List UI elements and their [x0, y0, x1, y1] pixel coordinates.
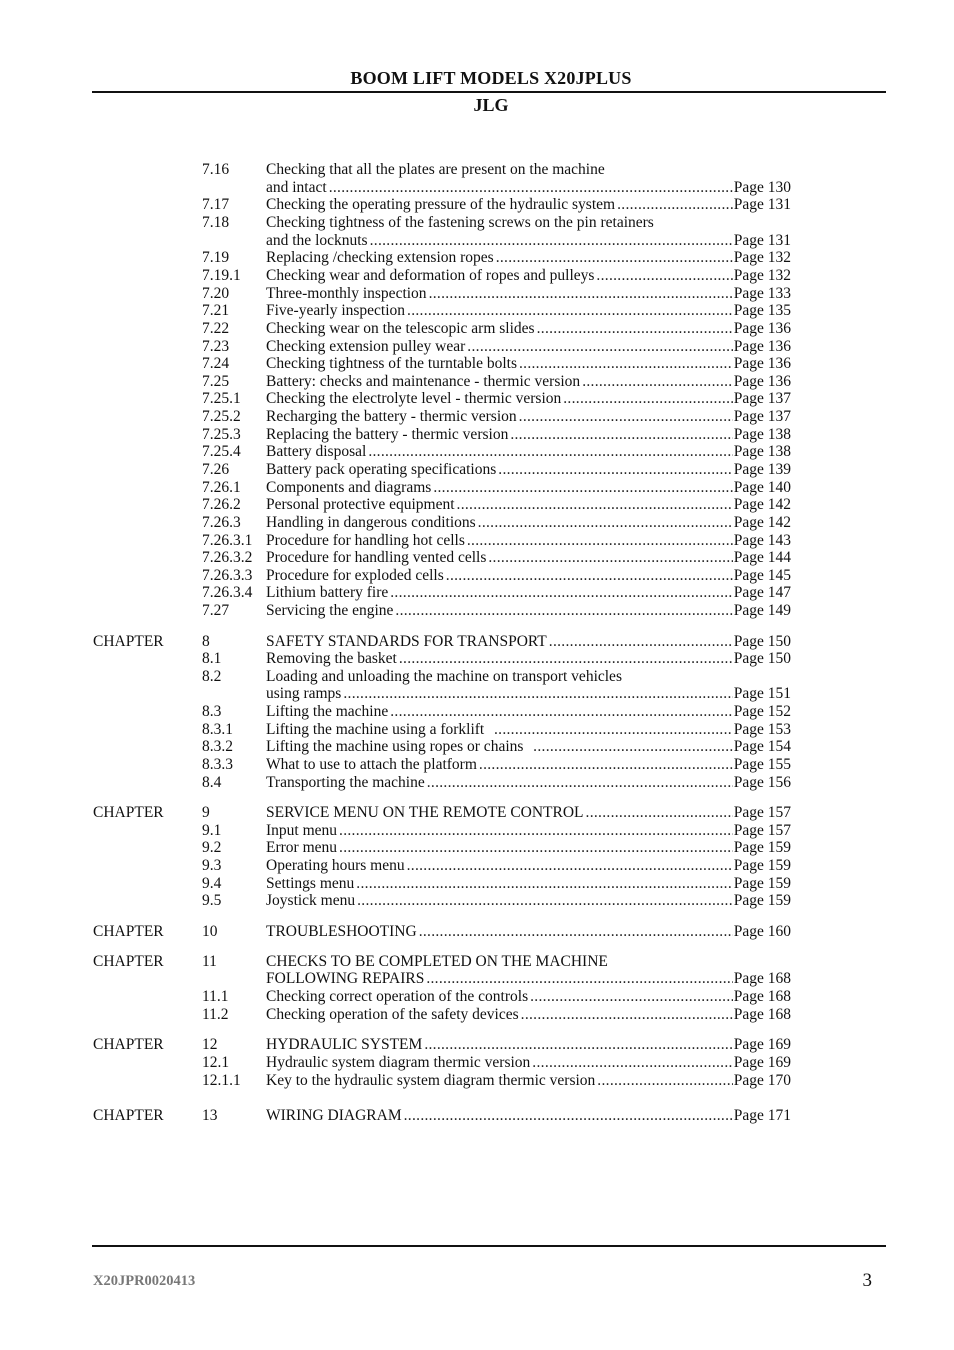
toc-entry — [266, 1054, 791, 1072]
section-number: 7.26.3.3 — [202, 567, 253, 584]
dot-leader — [617, 196, 733, 214]
dot-leader — [368, 443, 732, 461]
page-reference: Page 150 — [733, 650, 791, 667]
dot-leader — [530, 988, 733, 1006]
dot-leader — [427, 774, 733, 792]
page-reference: Page 150 — [733, 633, 791, 650]
toc-entry — [266, 249, 791, 267]
section-title: Handling in dangerous conditions — [266, 514, 476, 531]
dot-leader — [457, 496, 733, 514]
dot-leader — [479, 756, 733, 774]
section-title: Servicing the engine — [266, 602, 394, 619]
brand-name: JLG — [473, 95, 509, 115]
section-title: Personal protective equipment — [266, 496, 455, 513]
page-reference: Page 137 — [733, 390, 791, 407]
section-title: Operating hours menu — [266, 857, 405, 874]
dot-leader — [549, 633, 733, 651]
page-reference: Page 132 — [733, 249, 791, 266]
dot-leader — [521, 1006, 733, 1024]
toc-entry — [266, 567, 791, 585]
section-title: and intact — [266, 179, 327, 196]
page-reference: Page 136 — [733, 355, 791, 372]
section-title: Replacing the battery - thermic version — [266, 426, 509, 443]
section-title: Five-yearly inspection — [266, 302, 406, 319]
section-number: 7.26.3.4 — [202, 584, 253, 601]
toc-entry — [266, 514, 791, 532]
section-number: 7.25 — [202, 373, 230, 390]
dot-leader — [339, 839, 733, 857]
footer-divider — [92, 1245, 886, 1247]
page-reference: Page 155 — [733, 756, 791, 773]
section-number: 8.3.2 — [202, 738, 233, 755]
dot-leader — [356, 875, 732, 893]
section-number: 11 — [202, 953, 217, 970]
toc-entry — [266, 1107, 791, 1125]
section-number: 7.24 — [202, 355, 230, 372]
toc-entry — [266, 320, 791, 338]
page-reference: Page 137 — [733, 408, 791, 425]
section-number: 12 — [202, 1036, 218, 1053]
page-reference: Page 159 — [733, 875, 791, 892]
section-number: 9 — [202, 804, 210, 821]
section-number: 8 — [202, 633, 210, 650]
section-title: SAFETY STANDARDS FOR TRANSPORT — [266, 633, 547, 650]
dot-leader — [582, 373, 733, 391]
section-number: 12.1.1 — [202, 1072, 241, 1089]
page-reference: Page 154 — [733, 738, 791, 755]
page-reference: Page 159 — [733, 892, 791, 909]
section-number: 7.27 — [202, 602, 230, 619]
dot-leader — [433, 479, 732, 497]
section-title: Components and diagrams — [266, 479, 432, 496]
toc-entry — [266, 1006, 791, 1024]
section-title: Battery pack operating specifications — [266, 461, 497, 478]
section-number: 7.20 — [202, 285, 230, 302]
toc-entry — [266, 443, 791, 461]
section-number: 8.3 — [202, 703, 222, 720]
section-title: Removing the basket — [266, 650, 397, 667]
toc-entry — [266, 970, 791, 988]
page-reference: Page 157 — [733, 804, 791, 821]
section-title: HYDRAULIC SYSTEM — [266, 1036, 423, 1053]
section-number: 7.26.1 — [202, 479, 241, 496]
section-title: Checking operation of the safety devices — [266, 1006, 519, 1023]
section-title: Checking tightness of the turntable bolts — [266, 355, 517, 372]
section-number: 8.2 — [202, 668, 222, 685]
dot-leader — [494, 721, 733, 739]
dot-leader — [519, 355, 733, 373]
section-number: 7.23 — [202, 338, 230, 355]
page-reference: Page 168 — [733, 988, 791, 1005]
section-number: 9.2 — [202, 839, 222, 856]
toc-entry — [266, 496, 791, 514]
page-reference: Page 145 — [733, 567, 791, 584]
section-number: 9.5 — [202, 892, 222, 909]
page-reference: Page 138 — [733, 426, 791, 443]
section-title: Transporting the machine — [266, 774, 425, 791]
page-reference: Page 168 — [733, 1006, 791, 1023]
section-title: Key to the hydraulic system diagram thermic version — [266, 1072, 596, 1089]
dot-leader — [532, 1054, 732, 1072]
page-reference: Page 156 — [733, 774, 791, 791]
toc-entry — [266, 839, 791, 857]
section-number: 7.21 — [202, 302, 230, 319]
toc-entry — [266, 633, 791, 651]
section-number: 7.25.4 — [202, 443, 241, 460]
page-reference: Page 135 — [733, 302, 791, 319]
toc-entry — [266, 988, 791, 1006]
toc-entry — [266, 390, 791, 408]
section-title: Three-monthly inspection — [266, 285, 427, 302]
toc-entry — [266, 756, 791, 774]
toc-entry — [266, 267, 791, 285]
toc-entry — [266, 602, 791, 620]
dot-leader — [597, 1072, 732, 1090]
toc-entry — [266, 857, 791, 875]
chapter-label: CHAPTER — [93, 633, 164, 650]
section-number: 7.26.2 — [202, 496, 241, 513]
chapter-label: CHAPTER — [93, 923, 164, 940]
toc-entry — [266, 302, 791, 320]
dot-leader — [424, 1036, 732, 1054]
section-title: Procedure for exploded cells — [266, 567, 444, 584]
page-reference: Page 142 — [733, 514, 791, 531]
dot-leader — [395, 602, 732, 620]
page-number: 3 — [862, 1270, 872, 1291]
page-reference: Page 136 — [733, 373, 791, 390]
toc-entry — [266, 1036, 791, 1054]
section-title: Checking wear on the telescopic arm slides — [266, 320, 535, 337]
dot-leader — [519, 408, 733, 426]
section-title: Lifting the machine using ropes or chains — [266, 738, 532, 755]
section-title: Replacing /checking extension ropes — [266, 249, 494, 266]
dot-leader — [496, 249, 733, 267]
page-reference: Page 152 — [733, 703, 791, 720]
section-number: 13 — [202, 1107, 218, 1124]
section-title: Error menu — [266, 839, 338, 856]
page-reference: Page 168 — [733, 970, 791, 987]
page-reference: Page 159 — [733, 857, 791, 874]
dot-leader — [533, 738, 733, 756]
page-reference: Page 153 — [733, 721, 791, 738]
section-number: 9.4 — [202, 875, 222, 892]
section-title: CHECKS TO BE COMPLETED ON THE MACHINE — [266, 953, 608, 970]
toc-entry — [266, 549, 791, 567]
section-number: 8.1 — [202, 650, 222, 667]
dot-leader — [339, 822, 733, 840]
section-title: Lithium battery fire — [266, 584, 389, 601]
section-title: Procedure for handling hot cells — [266, 532, 465, 549]
section-number: 7.26.3 — [202, 514, 241, 531]
section-number: 7.25.2 — [202, 408, 241, 425]
toc-entry — [266, 584, 791, 602]
dot-leader — [407, 857, 733, 875]
toc-entry — [266, 804, 791, 822]
dot-leader — [467, 338, 732, 356]
toc-entry — [266, 822, 791, 840]
page-reference: Page 136 — [733, 320, 791, 337]
page-reference: Page 149 — [733, 602, 791, 619]
section-number: 7.26.3.2 — [202, 549, 253, 566]
section-number: 8.4 — [202, 774, 222, 791]
section-title: using ramps — [266, 685, 342, 702]
toc-entry — [266, 685, 791, 703]
page-reference: Page 170 — [733, 1072, 791, 1089]
page-reference: Page 160 — [733, 923, 791, 940]
section-title: WIRING DIAGRAM — [266, 1107, 402, 1124]
document-code: X20JPR0020413 — [93, 1273, 196, 1289]
chapter-label: CHAPTER — [93, 804, 164, 821]
section-number: 7.16 — [202, 161, 230, 178]
toc-entry — [266, 355, 791, 373]
dot-leader — [419, 923, 733, 941]
toc-entry — [266, 285, 791, 303]
section-title: Battery disposal — [266, 443, 367, 460]
toc-entry — [266, 774, 791, 792]
toc-entry — [266, 232, 791, 250]
toc-entry — [266, 479, 791, 497]
page-reference: Page 169 — [733, 1036, 791, 1053]
section-title: Procedure for handling vented cells — [266, 549, 487, 566]
dot-leader — [537, 320, 733, 338]
section-title: Input menu — [266, 822, 338, 839]
section-title: Checking that all the plates are present on the machine — [266, 161, 605, 178]
toc-entry — [266, 179, 791, 197]
section-number: 8.3.1 — [202, 721, 233, 738]
dot-leader — [467, 532, 733, 550]
toc-entry — [266, 738, 791, 756]
page-reference: Page 138 — [733, 443, 791, 460]
toc-entry — [266, 892, 791, 910]
page-reference: Page 151 — [733, 685, 791, 702]
dot-leader — [488, 549, 732, 567]
section-title: Hydraulic system diagram thermic version — [266, 1054, 531, 1071]
page-reference: Page 133 — [733, 285, 791, 302]
section-title: Checking correct operation of the controls — [266, 988, 529, 1005]
toc-entry — [266, 373, 791, 391]
section-title: TROUBLESHOOTING — [266, 923, 417, 940]
section-number: 7.26.3.1 — [202, 532, 253, 549]
page-reference: Page 144 — [733, 549, 791, 566]
page-reference: Page 157 — [733, 822, 791, 839]
dot-leader — [404, 1107, 733, 1125]
page-reference: Page 131 — [733, 196, 791, 213]
page-reference: Page 142 — [733, 496, 791, 513]
page-reference: Page 131 — [733, 232, 791, 249]
chapter-label: CHAPTER — [93, 1107, 164, 1124]
page-reference: Page 132 — [733, 267, 791, 284]
dot-leader — [586, 804, 733, 822]
dot-leader — [446, 567, 733, 585]
section-number: 7.17 — [202, 196, 230, 213]
toc-entry — [266, 650, 791, 668]
toc-entry — [266, 721, 791, 739]
dot-leader — [478, 514, 733, 532]
dot-leader — [429, 285, 733, 303]
section-number: 7.25.3 — [202, 426, 241, 443]
dot-leader — [399, 650, 733, 668]
toc-entry — [266, 703, 791, 721]
section-title: SERVICE MENU ON THE REMOTE CONTROL — [266, 804, 584, 821]
section-number: 9.1 — [202, 822, 222, 839]
section-number: 7.22 — [202, 320, 230, 337]
section-title: Loading and unloading the machine on transport vehicles — [266, 668, 622, 685]
page-reference: Page 147 — [733, 584, 791, 601]
dot-leader — [390, 703, 732, 721]
page-reference: Page 140 — [733, 479, 791, 496]
toc-entry — [266, 408, 791, 426]
toc-entry — [266, 196, 791, 214]
dot-leader — [563, 390, 732, 408]
section-title: Lifting the machine — [266, 703, 389, 720]
dot-leader — [407, 302, 733, 320]
section-title: Settings menu — [266, 875, 355, 892]
section-number: 11.2 — [202, 1006, 229, 1023]
section-title: and the locknuts — [266, 232, 368, 249]
chapter-label: CHAPTER — [93, 953, 164, 970]
page-reference: Page 159 — [733, 839, 791, 856]
toc-entry — [266, 461, 791, 479]
section-title: Checking extension pulley wear — [266, 338, 466, 355]
dot-leader — [357, 892, 733, 910]
toc-entry — [266, 338, 791, 356]
section-number: 11.1 — [202, 988, 229, 1005]
section-title: Lifting the machine using a forklift — [266, 721, 492, 738]
dot-leader — [370, 232, 733, 250]
toc-entry — [266, 875, 791, 893]
section-title: Recharging the battery - thermic version — [266, 408, 517, 425]
section-title: Checking tightness of the fastening screws on the pin retainers — [266, 214, 654, 231]
page-reference: Page 136 — [733, 338, 791, 355]
toc-entry — [266, 1072, 791, 1090]
section-number: 7.19.1 — [202, 267, 241, 284]
dot-leader — [329, 179, 733, 197]
toc-entry — [266, 532, 791, 550]
section-title: Battery: checks and maintenance - thermic version — [266, 373, 581, 390]
section-title: FOLLOWING REPAIRS — [266, 970, 425, 987]
section-number: 8.3.3 — [202, 756, 233, 773]
section-number: 7.26 — [202, 461, 230, 478]
page-reference: Page 169 — [733, 1054, 791, 1071]
document-title: BOOM LIFT MODELS X20JPLUS — [350, 68, 632, 88]
toc-entry — [266, 923, 791, 941]
toc-entry — [266, 426, 791, 444]
chapter-label: CHAPTER — [93, 1036, 164, 1053]
section-number: 7.18 — [202, 214, 230, 231]
section-number: 7.25.1 — [202, 390, 241, 407]
dot-leader — [498, 461, 732, 479]
dot-leader — [596, 267, 732, 285]
section-title: Checking the electrolyte level - thermic version — [266, 390, 562, 407]
page-reference: Page 143 — [733, 532, 791, 549]
section-title: What to use to attach the platform — [266, 756, 477, 773]
section-number: 9.3 — [202, 857, 222, 874]
page-reference: Page 130 — [733, 179, 791, 196]
dot-leader — [390, 584, 732, 602]
section-number: 7.19 — [202, 249, 230, 266]
dot-leader — [426, 970, 732, 988]
page-reference: Page 139 — [733, 461, 791, 478]
section-title: Joystick menu — [266, 892, 356, 909]
page-reference: Page 171 — [733, 1107, 791, 1124]
dot-leader — [343, 685, 732, 703]
section-title: Checking the operating pressure of the hydraulic system — [266, 196, 616, 213]
section-number: 12.1 — [202, 1054, 230, 1071]
section-number: 10 — [202, 923, 218, 940]
dot-leader — [510, 426, 732, 444]
section-title: Checking wear and deformation of ropes and pulleys — [266, 267, 595, 284]
